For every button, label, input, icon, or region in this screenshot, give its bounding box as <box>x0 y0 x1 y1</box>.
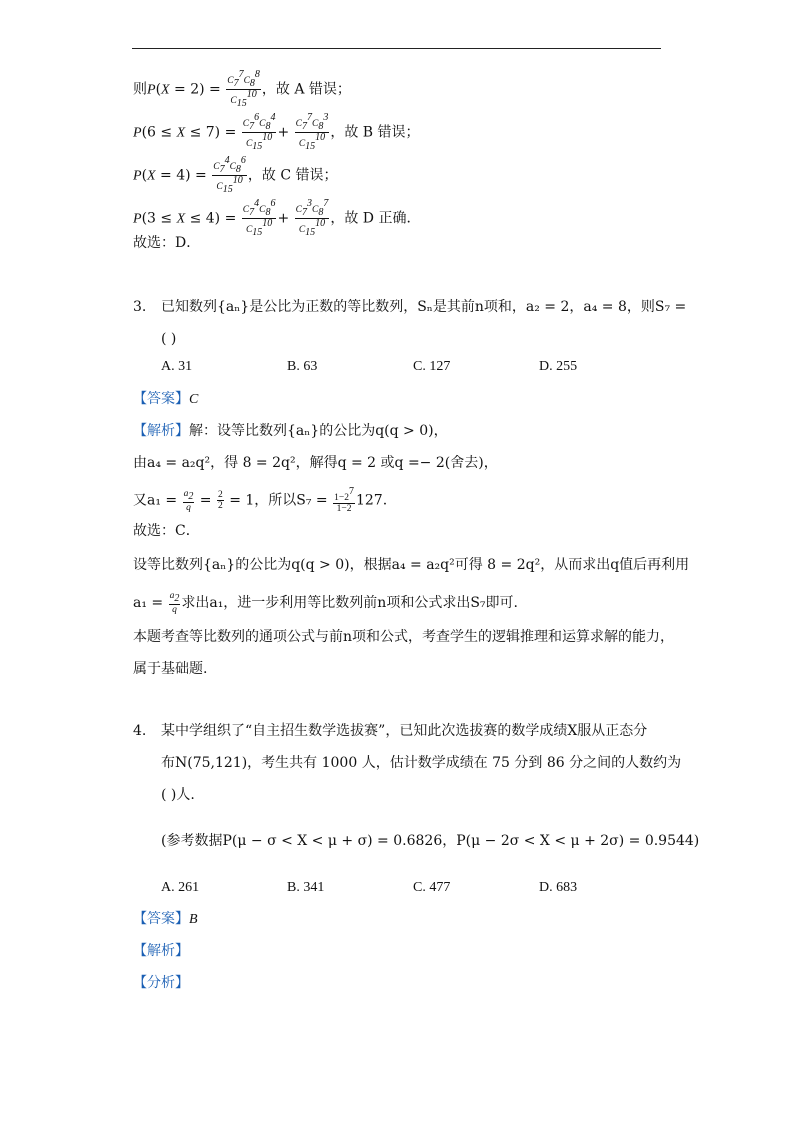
fraction: $\frac{C77C88}{C1510}$ <box>227 69 260 109</box>
q4-stem-line-3: ( )人. <box>161 787 195 803</box>
q3-stem-line-1: 已知数列{aₙ}是公比为正数的等比数列，Sₙ是其前n项和，a₂ = 2，a₄ = 8，则S₇ = <box>161 299 687 315</box>
q2-conclusion: 故选：D． <box>133 235 201 251</box>
q3-number: 3. <box>133 299 147 315</box>
q4-option-b: B. 341 <box>287 880 325 895</box>
q4-stem-line-1: 某中学组织了“自主招生数学选拔赛”，已知此次选拔赛的数学成绩X服从正态分 <box>161 723 648 739</box>
fraction: $\frac{C77C83}{C1510}$ <box>295 112 329 152</box>
fraction: $\frac{2}{2}$ <box>217 490 223 511</box>
q3-analysis-line-3: 又a₁ = $\frac{a2}{q}$ = $\frac{2}{2}$ = 1，所以S₇ = $\frac{1-27}{1-2}$ 127. <box>133 486 388 514</box>
q3-conclusion: 故选：C． <box>133 523 200 539</box>
q4-fenxi-label: 【分析】 <box>133 975 189 991</box>
q3-summary-line-1: 设等比数列{aₙ}的公比为q(q > 0)，根据a₄ = a₂q²可得 8 = 2q²，从而求出q值后再利用 <box>133 557 690 573</box>
fraction: $\frac{C73C87}{C1510}$ <box>295 198 329 238</box>
q2-solution-line-4: P(3 ≤ X ≤ 4) = $\frac{C74C86}{C1510}$ + $\frac{C73C87}{C1510}$ ，故 D 正确． <box>133 198 421 238</box>
q3-option-b: B. 63 <box>287 359 318 374</box>
q3-comment-line-2: 属于基础题. <box>133 661 208 677</box>
q3-analysis-line-2: 由a₄ = a₂q²，得 8 = 2q²，解得q = 2 或q =− 2(舍去)， <box>133 455 498 471</box>
header-rule <box>132 48 661 49</box>
fraction: $\frac{C74C86}{C1510}$ <box>213 155 246 195</box>
q3-comment-line-1: 本题考查等比数列的通项公式与前n项和公式，考查学生的逻辑推理和运算求解的能力， <box>133 629 675 645</box>
q4-answer <box>133 909 198 930</box>
q3-answer <box>133 389 198 410</box>
q3-stem-line-2: ( ) <box>161 331 177 347</box>
q3-option-c: C. 127 <box>413 359 451 374</box>
fraction: $\frac{a2}{q}$ <box>169 591 180 615</box>
q4-option-c: C. 477 <box>413 880 451 895</box>
answer-value: C <box>189 392 199 407</box>
q4-option-d: D. 683 <box>539 880 578 895</box>
analysis-label: 【解析】 <box>133 423 189 439</box>
fraction: $\frac{C76C84}{C1510}$ <box>242 112 276 152</box>
q2-solution-line-1: 则P(X = 2) = $\frac{C77C88}{C1510}$ ，故 A 错误； <box>133 69 351 109</box>
q3-summary-line-2: a₁ = $\frac{a2}{q}$ 求出a₁，进一步利用等比数列前n项和公式求出S₇即可. <box>133 591 518 615</box>
fraction: $\frac{a2}{q}$ <box>183 488 194 513</box>
q2-solution-line-3: P(X = 4) = $\frac{C74C86}{C1510}$ ，故 C 错误； <box>133 155 338 195</box>
fraction: $\frac{C74C86}{C1510}$ <box>242 198 276 238</box>
answer-label: 【答案】 <box>133 391 189 407</box>
q4-stem-line-2: 布N(75,121)，考生共有 1000 人，估计数学成绩在 75 分到 86 分之间的人数约为 <box>161 755 682 771</box>
answer-value: B <box>189 912 198 927</box>
answer-label: 【答案】 <box>133 911 189 927</box>
q4-reference-data: (参考数据P(μ − σ < X < μ + σ) = 0.6826，P(μ − 2σ < X < μ + 2σ) = 0.9544) <box>161 833 700 849</box>
q3-analysis-line-1: 【解析】解：设等比数列{aₙ}的公比为q(q > 0)， <box>133 423 448 439</box>
fraction: $\frac{1-27}{1-2}$ <box>334 486 354 514</box>
q3-option-a: A. 31 <box>161 359 193 374</box>
q2-solution-line-2: P(6 ≤ X ≤ 7) = $\frac{C76C84}{C1510}$ + $\frac{C77C83}{C1510}$ ，故 B 错误； <box>133 112 420 152</box>
q4-number: 4. <box>133 723 147 739</box>
q3-option-d: D. 255 <box>539 359 578 374</box>
q4-option-a: A. 261 <box>161 880 200 895</box>
q4-analysis-label: 【解析】 <box>133 943 189 959</box>
